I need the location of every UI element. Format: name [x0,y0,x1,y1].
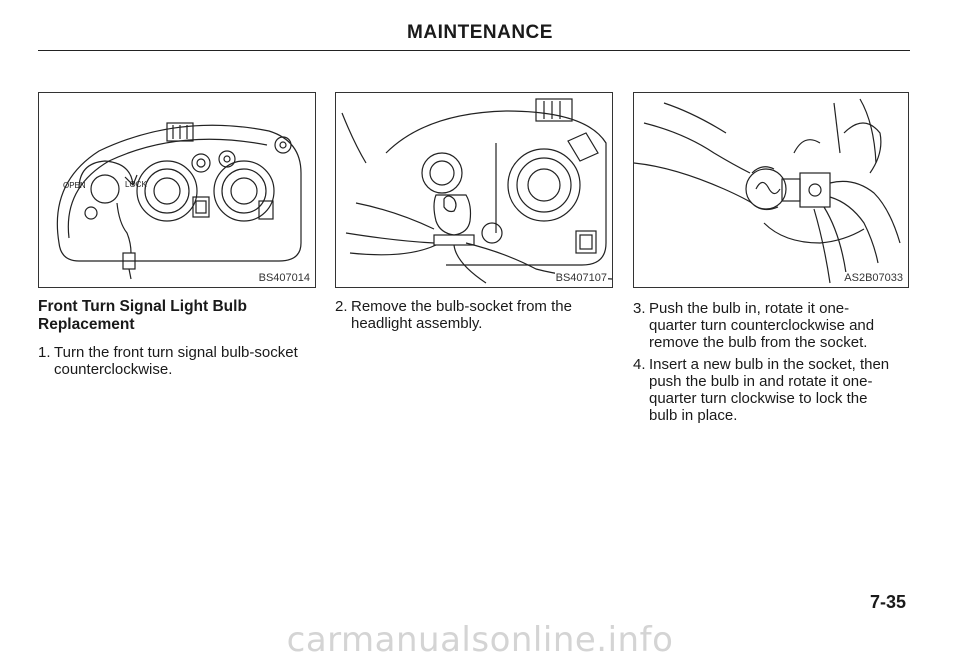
page-number: 7-35 [870,592,907,612]
step-item [633,300,895,351]
open-label: OPEN [63,181,86,190]
lock-label: LOCK [125,180,147,189]
step-text: Turn the front turn signal bulb-socket counterclockwise. [54,344,298,378]
step-text: Insert a new bulb in the socket, then push the bulb in and rotate it one-quarter turn clockwise to lock the bulb in place. [649,356,890,424]
figure-code: AS2B07033 [844,272,903,284]
figure-code: BS407107 [555,272,607,284]
header-rule [38,50,910,51]
step-number: 4. [633,356,646,373]
step-number: 1. [38,344,51,361]
socket-removal-illustration [336,93,612,287]
page-title: MAINTENANCE [407,22,553,43]
step-text: Push the bulb in, rotate it one-quarter turn counterclockwise and remove the bulb from the socket. [649,300,875,351]
figure-remove-socket [335,92,613,288]
section-title: Front Turn Signal Light Bulb Replacement [38,298,247,333]
step-number: 2. [335,298,348,315]
bulb-replacement-illustration [634,93,908,287]
step-text: Remove the bulb-socket from the headlight assembly. [351,298,572,332]
right-column [633,300,895,429]
left-column [38,298,318,383]
step-item [38,344,318,378]
step-number: 3. [633,300,646,317]
figure-code: BS407014 [258,272,310,284]
figure-turn-signal-socket [38,92,316,288]
step-item [633,356,895,424]
watermark: carmanualsonline.info [286,620,674,660]
step-item [335,298,605,332]
figure-replace-bulb [633,92,909,288]
middle-column [335,298,605,337]
headlight-illustration [39,93,315,287]
